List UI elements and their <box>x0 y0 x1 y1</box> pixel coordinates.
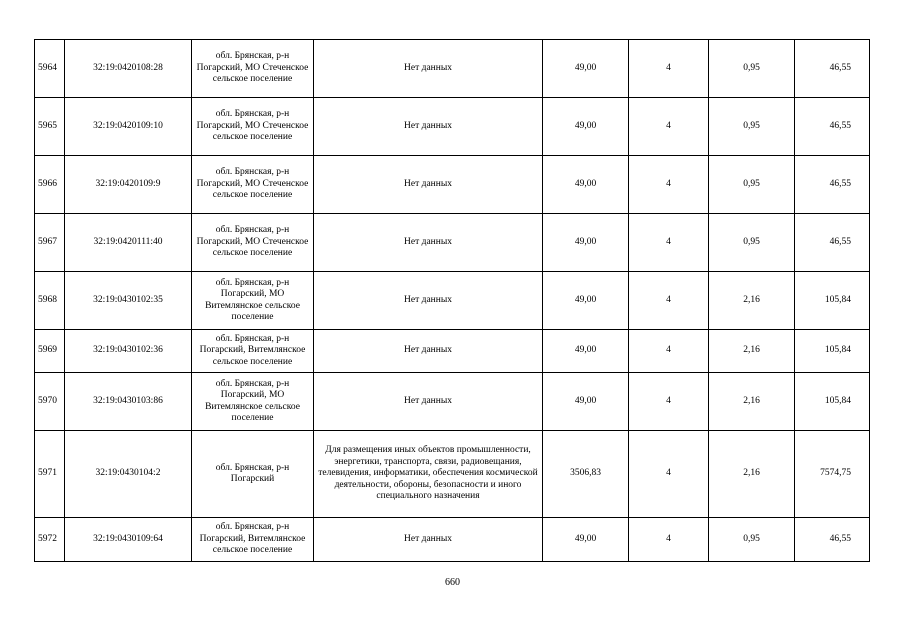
table-body <box>35 40 870 562</box>
cadastral-number-cell: 32:19:0430102:36 <box>65 330 192 373</box>
total-cell: 46,55 <box>795 156 870 214</box>
area-cell: 49,00 <box>543 40 629 98</box>
total-cell: 46,55 <box>795 40 870 98</box>
row-number-cell: 5969 <box>35 330 65 373</box>
total-cell: 46,55 <box>795 214 870 272</box>
address-cell: обл. Брянская, р-н Погарский, Витемлянское сельское поселение <box>192 330 314 373</box>
table-row <box>35 40 870 98</box>
total-cell: 46,55 <box>795 518 870 562</box>
address-cell: обл. Брянская, р-н Погарский, МО Стеченское сельское поселение <box>192 156 314 214</box>
cadastral-number-cell: 32:19:0420108:28 <box>65 40 192 98</box>
table-row <box>35 431 870 518</box>
address-cell: обл. Брянская, р-н Погарский, Витемлянское сельское поселение <box>192 518 314 562</box>
area-cell: 49,00 <box>543 330 629 373</box>
group-cell: 4 <box>629 156 709 214</box>
total-cell: 105,84 <box>795 373 870 431</box>
cadastral-table <box>34 39 870 562</box>
area-cell: 49,00 <box>543 272 629 330</box>
cadastral-number-cell: 32:19:0430102:35 <box>65 272 192 330</box>
area-cell: 49,00 <box>543 156 629 214</box>
row-number-cell: 5965 <box>35 98 65 156</box>
row-number-cell: 5972 <box>35 518 65 562</box>
address-cell: обл. Брянская, р-н Погарский, МО Витемлянское сельское поселение <box>192 373 314 431</box>
row-number-cell: 5967 <box>35 214 65 272</box>
rate-cell: 0,95 <box>709 40 795 98</box>
row-number-cell: 5964 <box>35 40 65 98</box>
total-cell: 105,84 <box>795 330 870 373</box>
table-row <box>35 214 870 272</box>
total-cell: 7574,75 <box>795 431 870 518</box>
rate-cell: 2,16 <box>709 272 795 330</box>
address-cell: обл. Брянская, р-н Погарский, МО Стеченское сельское поселение <box>192 98 314 156</box>
table-row <box>35 373 870 431</box>
cadastral-number-cell: 32:19:0420109:9 <box>65 156 192 214</box>
cadastral-number-cell: 32:19:0420111:40 <box>65 214 192 272</box>
group-cell: 4 <box>629 330 709 373</box>
table-row <box>35 330 870 373</box>
group-cell: 4 <box>629 98 709 156</box>
row-number-cell: 5970 <box>35 373 65 431</box>
page-number: 660 <box>445 577 460 588</box>
address-cell: обл. Брянская, р-н Погарский, МО Витемлянское сельское поселение <box>192 272 314 330</box>
address-cell: обл. Брянская, р-н Погарский, МО Стеченское сельское поселение <box>192 40 314 98</box>
area-cell: 49,00 <box>543 214 629 272</box>
cadastral-number-cell: 32:19:0430103:86 <box>65 373 192 431</box>
group-cell: 4 <box>629 518 709 562</box>
permitted-use-cell: Нет данных <box>314 98 543 156</box>
permitted-use-cell: Нет данных <box>314 214 543 272</box>
rate-cell: 2,16 <box>709 373 795 431</box>
rate-cell: 0,95 <box>709 98 795 156</box>
table-row <box>35 272 870 330</box>
permitted-use-cell: Для размещения иных объектов промышленности, энергетики, транспорта, связи, радиовещания, телевидения, информатики, обеспечения космической деятельности, обороны, безопасности и иного специального назначения <box>314 431 543 518</box>
group-cell: 4 <box>629 373 709 431</box>
address-cell: обл. Брянская, р-н Погарский, МО Стеченское сельское поселение <box>192 214 314 272</box>
area-cell: 49,00 <box>543 98 629 156</box>
permitted-use-cell: Нет данных <box>314 40 543 98</box>
row-number-cell: 5966 <box>35 156 65 214</box>
row-number-cell: 5971 <box>35 431 65 518</box>
permitted-use-cell: Нет данных <box>314 373 543 431</box>
rate-cell: 0,95 <box>709 518 795 562</box>
rate-cell: 2,16 <box>709 431 795 518</box>
table-row <box>35 518 870 562</box>
address-cell: обл. Брянская, р-н Погарский <box>192 431 314 518</box>
permitted-use-cell: Нет данных <box>314 518 543 562</box>
rate-cell: 0,95 <box>709 156 795 214</box>
group-cell: 4 <box>629 214 709 272</box>
area-cell: 49,00 <box>543 518 629 562</box>
group-cell: 4 <box>629 431 709 518</box>
area-cell: 49,00 <box>543 373 629 431</box>
permitted-use-cell: Нет данных <box>314 156 543 214</box>
area-cell: 3506,83 <box>543 431 629 518</box>
group-cell: 4 <box>629 40 709 98</box>
total-cell: 46,55 <box>795 98 870 156</box>
cadastral-number-cell: 32:19:0430104:2 <box>65 431 192 518</box>
cadastral-number-cell: 32:19:0420109:10 <box>65 98 192 156</box>
rate-cell: 2,16 <box>709 330 795 373</box>
permitted-use-cell: Нет данных <box>314 272 543 330</box>
group-cell: 4 <box>629 272 709 330</box>
table-row <box>35 156 870 214</box>
permitted-use-cell: Нет данных <box>314 330 543 373</box>
cadastral-number-cell: 32:19:0430109:64 <box>65 518 192 562</box>
total-cell: 105,84 <box>795 272 870 330</box>
table-row <box>35 98 870 156</box>
row-number-cell: 5968 <box>35 272 65 330</box>
rate-cell: 0,95 <box>709 214 795 272</box>
